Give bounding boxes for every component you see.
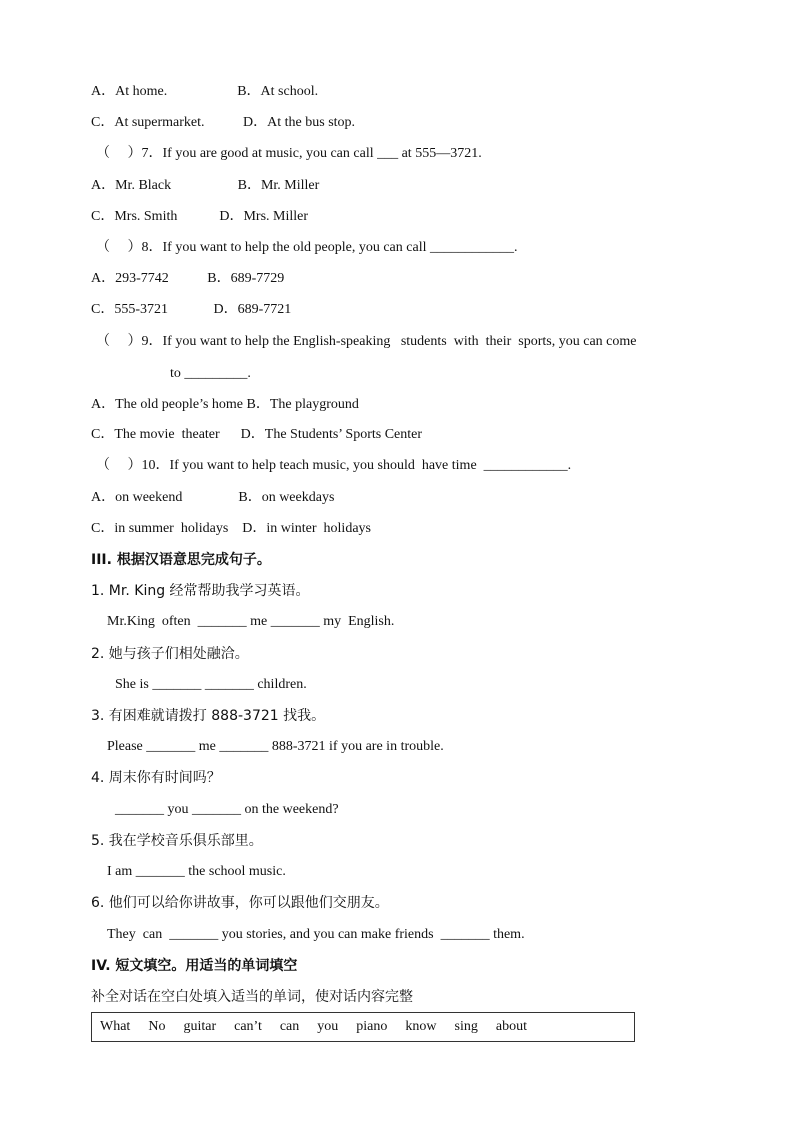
item-4-en: _______ you _______ on the weekend? (115, 802, 339, 817)
word-bank-word: sing (454, 1019, 478, 1034)
word-bank-box (91, 1012, 635, 1042)
question-10: （ ）10．If you want to help teach music, you should have time ____________. (96, 458, 572, 473)
line-12: C．The movie theater D．The Students’ Sports Center (91, 427, 423, 442)
line-2: C．At supermarket. D．At the bus stop. (91, 115, 356, 130)
line-11: A．The old people’s home B．The playground (91, 397, 359, 412)
section-4-instruction: 补全对话在空白处填入适当的单词，使对话内容完整 (91, 989, 413, 1005)
question-9: （ ）9．If you want to help the English-speaking students with their sports, you can come (96, 334, 637, 349)
line-5: C．Mrs. Smith D．Mrs. Miller (91, 209, 309, 224)
question-8: （ ）8．If you want to help the old people, you can call ____________. (96, 240, 518, 255)
word-bank-word: can’t (234, 1019, 262, 1034)
item-1-en: Mr.King often _______ me _______ my English. (107, 614, 395, 629)
line-4: A．Mr. Black B．Mr. Miller (91, 178, 320, 193)
word-bank-word: What (100, 1019, 131, 1034)
word-bank-word: piano (356, 1019, 388, 1034)
word-bank-word: know (405, 1019, 437, 1034)
item-2-cn: 2. 她与孩子们相处融洽。 (91, 646, 249, 662)
item-6-en: They can _______ you stories, and you can make friends _______ them. (107, 927, 525, 942)
section-4-heading: IV. 短文填空。用适当的单词填空 (91, 958, 298, 974)
item-1-cn: 1. Mr. King 经常帮助我学习英语。 (91, 583, 310, 599)
item-2-en: She is _______ _______ children. (115, 677, 307, 692)
line-14: A．on weekend B．on weekdays (91, 490, 335, 505)
item-3-cn: 3. 有困难就请拨打 888-3721 找我。 (91, 708, 326, 724)
item-6-cn: 6. 他们可以给你讲故事，你可以跟他们交朋友。 (91, 895, 389, 911)
line-7: A．293-7742 B．689-7729 (91, 271, 285, 286)
item-4-cn: 4. 周末你有时间吗？ (91, 770, 221, 786)
question-9-cont: to _________. (170, 366, 251, 381)
word-bank-word: about (495, 1019, 527, 1034)
item-3-en: Please _______ me _______ 888-3721 if you are in trouble. (107, 739, 444, 754)
word-bank-word: you (317, 1019, 339, 1034)
line-8: C．555-3721 D．689-7721 (91, 302, 292, 317)
item-5-en: I am _______ the school music. (107, 864, 286, 879)
question-7: （ ）7．If you are good at music, you can call ___ at 555—3721. (96, 146, 482, 161)
word-bank-word: can (279, 1019, 300, 1034)
item-5-cn: 5. 我在学校音乐俱乐部里。 (91, 833, 263, 849)
line-15: C．in summer holidays D．in winter holidays (91, 521, 371, 536)
word-bank-word: No (148, 1019, 166, 1034)
line-1: A．At home. B．At school. (91, 84, 319, 99)
word-bank-word: guitar (183, 1019, 217, 1034)
section-3-heading: III. 根据汉语意思完成句子。 (91, 552, 271, 568)
